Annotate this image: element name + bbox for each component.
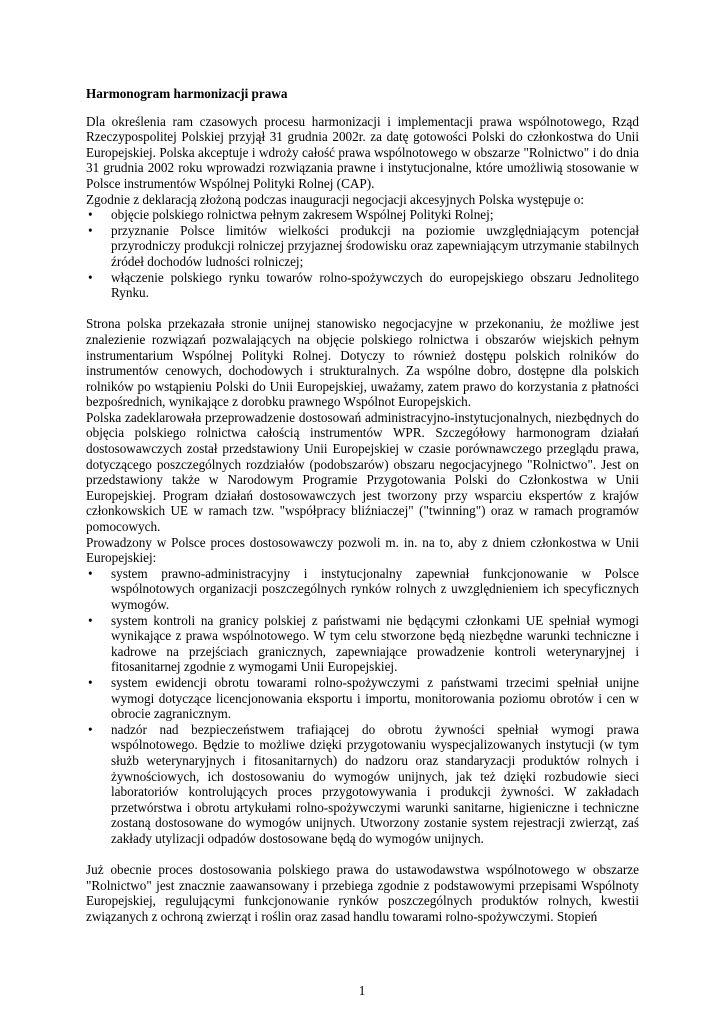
document-body <box>86 86 639 924</box>
paragraph-intro: Dla określenia ram czasowych procesu harmonizacji i implementacji prawa wspólnotowego, Rząd Rzeczypospolitej Polskiej przyjął 31 grudnia 2002r. za datę gotowości Polski do członkostwa do Unii Europejskiej. Polska akceptuje i wdroży całość prawa wspólnotowego w obszarze "Rolnictwo" i do dnia 31 grudnia 2002 roku wprowadzi rozwiązania prawne i instytucjonalne, które umożliwią stosowanie w Polsce instrumentów Wspólnej Polityki Rolnej (CAP). <box>86 113 639 191</box>
bullet-icon: • <box>88 222 93 238</box>
paragraph-spacer <box>86 301 639 317</box>
list-item: • włączenie polskiego rynku towarów rolno-spożywczych do europejskiego obszaru Jednolitego Rynku. <box>88 269 639 301</box>
bullet-icon: • <box>88 565 93 581</box>
paragraph-adjustments: Polska zadeklarowała przeprowadzenie dostosowań administracyjno-instytucjonalnych, niezbędnych do objęcia polskiego rolnictwa całością instrumentów WPR. Szczegółowy harmonogram działań dostosowawczych został przedstawiony Unii Europejskiej w czasie porównawczego przeglądu prawa, dotyczącego poszczególnych rozdziałów (podobszarów) obszaru negocjacyjnego "Rolnictwo". Jest on przedstawiony także w Narodowym Programie Przygotowania Polski do Członkostwa w Unii Europejskiej. Program działań dostosowawczych jest tworzony przy wsparciu ekspertów z krajów członkowskich UE w ramach tzw. "współpracy bliźniaczej" ("twinning") oraz w ramach programów pomocowych. <box>86 409 639 535</box>
document-title: Harmonogram harmonizacji prawa <box>86 86 288 101</box>
list-item: • nadzór nad bezpieczeństwem trafiającej do obrotu żywności spełniał wymogi prawa wspólnotowego. Będzie to możliwe dzięki przygotowaniu wyspecjalizowanych instytucji (w tym służb weterynaryjnych i fitosanitarnych) do nadzoru oraz standaryzacji produktów rolnych i żywnościowych, ich dostosowaniu do wymogów unijnych, jak też dzięki rozbudowie sieci laboratoriów kontrolujących proces przygotowywania i produkcji żywności. W zakładach przetwórstwa i obrotu artykułami rolno-spożywczymi warunki sanitarne, higieniczne i techniczne zostaną dostosowane do wymogów unijnych. Utworzony zostanie system rejestracji zwierząt, zaś zakłady utylizacji odpadów dostosowane będą do wymogów unijnych. <box>88 721 639 846</box>
paragraph-process: Prowadzony w Polsce proces dostosowawczy pozwoli m. in. na to, aby z dniem członkostwa w Unii Europejskiej: <box>86 534 639 566</box>
paragraph-current-status: Już obecnie proces dostosowania polskiego prawa do ustawodawstwa wspólnotowego w obszarze "Rolnictwo" jest znacznie zaawansowany i przebiega zgodnie z podstawowymi przepisami Wspólnoty Europejskiej, regulującymi funkcjonowanie rynków poszczególnych produktów rolnych, kwestii związanych z ochroną zwierząt i roślin oraz zasad handlu towarami rolno-spożywczymi. Stopień <box>86 862 639 924</box>
bullet-icon: • <box>88 721 93 737</box>
list-item: • przyznanie Polsce limitów wielkości produkcji na poziomie uwzględniającym potencjał przyrodniczy produkcji rolniczej przyjaznej środowisku oraz zapewniającym utrzymanie stabilnych źródeł dochodów ludności rolniczej; <box>88 222 639 269</box>
bullet-icon: • <box>88 269 93 285</box>
list-item: • objęcie polskiego rolnictwa pełnym zakresem Wspólnej Polityki Rolnej; <box>88 207 494 223</box>
paragraph-spacer <box>86 847 639 863</box>
bullet-list-outcomes <box>86 566 639 847</box>
page-number: 1 <box>358 983 366 998</box>
paragraph-declaration: Zgodnie z deklaracją złożoną podczas inauguracji negocjacji akcesyjnych Polska występuje o: <box>86 191 585 207</box>
bullet-icon: • <box>88 612 93 628</box>
paragraph-negotiation-position: Strona polska przekazała stronie unijnej stanowisko negocjacyjne w przekonaniu, że możliwe jest znalezienie rozwiązań pozwalających na objęcie polskiego rolnictwa i obszarów wiejskich pełnym instrumentarium Wspólnej Polityki Rolnej. Dotyczy to również dostępu polskich rolników do instrumentów cenowych, dochodowych i strukturalnych. Za wspólne dobro, dostępne dla polskich rolników po wstąpieniu Polski do Unii Europejskiej, uważamy, zatem prawo do korzystania z płatności bezpośrednich, wynikające z dorobku prawnego Wspólnot Europejskich. <box>86 316 639 410</box>
list-item: • system ewidencji obrotu towarami rolno-spożywczymi z państwami trzecimi spełniał unijne wymogi dotyczące licencjonowania eksportu i importu, monitorowania poziomu obrotów i cen w obrocie zagranicznym. <box>88 674 639 722</box>
list-item: • system prawno-administracyjny i instytucjonalny zapewniał funkcjonowanie w Polsce wspólnotowych organizacji poszczególnych rynków rolnych z uwzględnieniem ich specyficznych wymogów. <box>88 565 639 612</box>
bullet-list-demands <box>86 207 639 301</box>
bullet-icon: • <box>88 207 93 223</box>
bullet-icon: • <box>88 674 93 690</box>
list-item: • system kontroli na granicy polskiej z państwami nie będącymi członkami UE spełniał wymogi wynikające z prawa wspólnotowego. W tym celu stworzone będą niezbędne warunki techniczne i kadrowe na przejściach granicznych, zapewniające prowadzenie kontroli weterynaryjnej i fitosanitarnej zgodnie z wymogami Unii Europejskiej. <box>88 612 639 675</box>
